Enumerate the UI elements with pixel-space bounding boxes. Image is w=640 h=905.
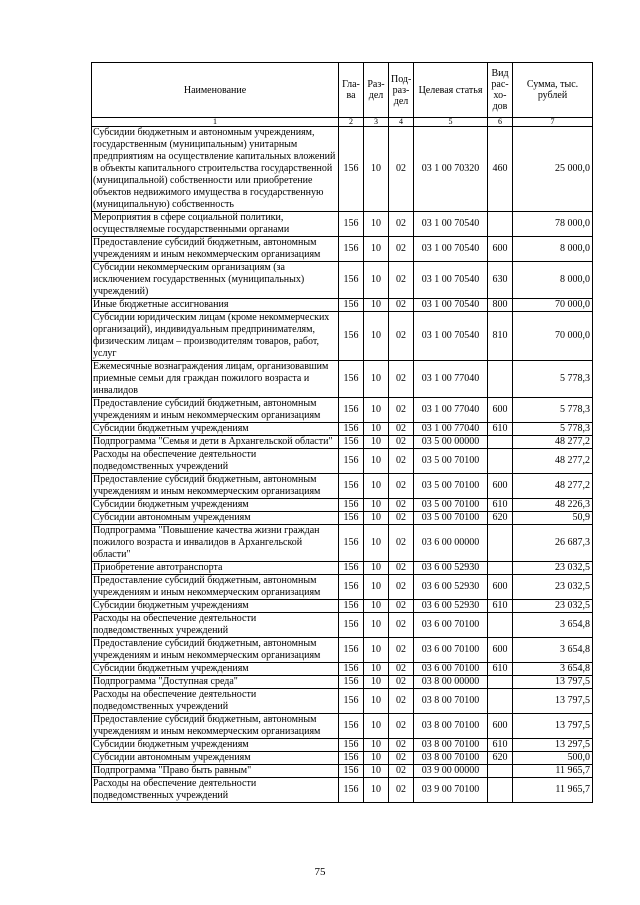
cell-section: 10 xyxy=(364,474,389,499)
cell-name: Расходы на обеспечение деятельности подведомственных учреждений xyxy=(92,778,339,803)
cell-exp-type: 630 xyxy=(488,262,513,299)
table-row xyxy=(92,752,593,765)
cell-target: 03 8 00 70100 xyxy=(414,739,488,752)
cell-subsection: 02 xyxy=(389,262,414,299)
cell-target: 03 9 00 00000 xyxy=(414,765,488,778)
header-subsection: Под-раз-дел xyxy=(389,63,414,118)
column-number: 1 xyxy=(92,118,339,127)
cell-section: 10 xyxy=(364,237,389,262)
table-row xyxy=(92,212,593,237)
cell-exp-type xyxy=(488,562,513,575)
cell-target: 03 9 00 70100 xyxy=(414,778,488,803)
cell-target: 03 6 00 70100 xyxy=(414,638,488,663)
cell-section: 10 xyxy=(364,752,389,765)
cell-section: 10 xyxy=(364,714,389,739)
cell-name: Субсидии бюджетным учреждениям xyxy=(92,739,339,752)
cell-chapter: 156 xyxy=(339,575,364,600)
cell-section: 10 xyxy=(364,299,389,312)
cell-sum: 23 032,5 xyxy=(513,575,593,600)
cell-section: 10 xyxy=(364,600,389,613)
cell-subsection: 02 xyxy=(389,449,414,474)
cell-subsection: 02 xyxy=(389,663,414,676)
cell-subsection: 02 xyxy=(389,361,414,398)
cell-exp-type: 600 xyxy=(488,575,513,600)
cell-subsection: 02 xyxy=(389,752,414,765)
cell-sum: 48 277,2 xyxy=(513,474,593,499)
header-row xyxy=(92,63,593,118)
cell-name: Приобретение автотранспорта xyxy=(92,562,339,575)
cell-name: Расходы на обеспечение деятельности подведомственных учреждений xyxy=(92,613,339,638)
cell-section: 10 xyxy=(364,613,389,638)
cell-sum: 70 000,0 xyxy=(513,299,593,312)
cell-chapter: 156 xyxy=(339,752,364,765)
cell-exp-type: 620 xyxy=(488,752,513,765)
cell-sum: 70 000,0 xyxy=(513,312,593,361)
cell-target: 03 5 00 70100 xyxy=(414,449,488,474)
cell-chapter: 156 xyxy=(339,663,364,676)
cell-target: 03 8 00 00000 xyxy=(414,676,488,689)
cell-sum: 13 797,5 xyxy=(513,676,593,689)
cell-name: Подпрограмма "Доступная среда" xyxy=(92,676,339,689)
cell-exp-type xyxy=(488,613,513,638)
cell-exp-type xyxy=(488,689,513,714)
cell-name: Предоставление субсидий бюджетным, автономным учреждениям и иным некоммерческим организациям xyxy=(92,237,339,262)
cell-subsection: 02 xyxy=(389,765,414,778)
cell-target: 03 1 00 77040 xyxy=(414,398,488,423)
table-row xyxy=(92,663,593,676)
cell-target: 03 5 00 70100 xyxy=(414,499,488,512)
cell-exp-type xyxy=(488,525,513,562)
column-number: 3 xyxy=(364,118,389,127)
cell-sum: 48 277,2 xyxy=(513,449,593,474)
cell-section: 10 xyxy=(364,676,389,689)
cell-name: Предоставление субсидий бюджетным, автономным учреждениям и иным некоммерческим организациям xyxy=(92,575,339,600)
cell-chapter: 156 xyxy=(339,299,364,312)
cell-sum: 25 000,0 xyxy=(513,127,593,212)
cell-sum: 500,0 xyxy=(513,752,593,765)
cell-sum: 8 000,0 xyxy=(513,262,593,299)
cell-section: 10 xyxy=(364,778,389,803)
cell-subsection: 02 xyxy=(389,689,414,714)
cell-name: Субсидии юридическим лицам (кроме некоммерческих организаций), индивидуальным предпринимателям, физическим лицам – производителям товаров, работ, услуг xyxy=(92,312,339,361)
cell-name: Предоставление субсидий бюджетным, автономным учреждениям и иным некоммерческим организациям xyxy=(92,714,339,739)
cell-sum: 5 778,3 xyxy=(513,361,593,398)
cell-chapter: 156 xyxy=(339,525,364,562)
cell-exp-type: 610 xyxy=(488,739,513,752)
cell-name: Субсидии некоммерческим организациям (за исключением государственных (муниципальных) учреждений) xyxy=(92,262,339,299)
cell-section: 10 xyxy=(364,689,389,714)
cell-section: 10 xyxy=(364,739,389,752)
column-number: 4 xyxy=(389,118,414,127)
cell-chapter: 156 xyxy=(339,778,364,803)
table-row xyxy=(92,512,593,525)
cell-name: Субсидии бюджетным учреждениям xyxy=(92,499,339,512)
cell-chapter: 156 xyxy=(339,312,364,361)
cell-subsection: 02 xyxy=(389,312,414,361)
cell-sum: 78 000,0 xyxy=(513,212,593,237)
cell-chapter: 156 xyxy=(339,449,364,474)
cell-target: 03 5 00 00000 xyxy=(414,436,488,449)
cell-exp-type xyxy=(488,778,513,803)
cell-chapter: 156 xyxy=(339,237,364,262)
cell-exp-type: 600 xyxy=(488,638,513,663)
cell-name: Расходы на обеспечение деятельности подведомственных учреждений xyxy=(92,449,339,474)
cell-exp-type xyxy=(488,361,513,398)
cell-chapter: 156 xyxy=(339,676,364,689)
cell-exp-type xyxy=(488,212,513,237)
cell-chapter: 156 xyxy=(339,499,364,512)
cell-sum: 13 297,5 xyxy=(513,739,593,752)
cell-target: 03 1 00 77040 xyxy=(414,361,488,398)
table-row xyxy=(92,262,593,299)
cell-chapter: 156 xyxy=(339,638,364,663)
cell-sum: 23 032,5 xyxy=(513,562,593,575)
cell-name: Субсидии бюджетным учреждениям xyxy=(92,600,339,613)
cell-name: Подпрограмма "Семья и дети в Архангельской области" xyxy=(92,436,339,449)
cell-exp-type: 600 xyxy=(488,237,513,262)
cell-exp-type: 610 xyxy=(488,423,513,436)
cell-section: 10 xyxy=(364,212,389,237)
cell-section: 10 xyxy=(364,765,389,778)
cell-section: 10 xyxy=(364,663,389,676)
column-number: 7 xyxy=(513,118,593,127)
cell-sum: 8 000,0 xyxy=(513,237,593,262)
cell-subsection: 02 xyxy=(389,562,414,575)
cell-sum: 5 778,3 xyxy=(513,398,593,423)
cell-subsection: 02 xyxy=(389,436,414,449)
cell-target: 03 5 00 70100 xyxy=(414,512,488,525)
cell-section: 10 xyxy=(364,638,389,663)
cell-chapter: 156 xyxy=(339,361,364,398)
header-exp-type: Вид рас-хо-дов xyxy=(488,63,513,118)
cell-subsection: 02 xyxy=(389,575,414,600)
cell-subsection: 02 xyxy=(389,525,414,562)
cell-name: Иные бюджетные ассигнования xyxy=(92,299,339,312)
cell-target: 03 1 00 70540 xyxy=(414,262,488,299)
cell-chapter: 156 xyxy=(339,562,364,575)
cell-exp-type: 800 xyxy=(488,299,513,312)
cell-exp-type: 620 xyxy=(488,512,513,525)
cell-sum: 13 797,5 xyxy=(513,689,593,714)
table-row xyxy=(92,562,593,575)
table-row xyxy=(92,299,593,312)
cell-exp-type xyxy=(488,449,513,474)
budget-table xyxy=(91,62,593,803)
table-row xyxy=(92,361,593,398)
table-body xyxy=(92,127,593,803)
cell-name: Подпрограмма "Право быть равным" xyxy=(92,765,339,778)
cell-name: Субсидии бюджетным и автономным учреждениям, государственным (муниципальным) унитарным предприятиям на осуществление капитальных вложений в объекты капитального строительства государственной (муниципальной) собственности или приобретение объектов недвижимого имущества в государственную (муниципальную) собственность xyxy=(92,127,339,212)
header-sum: Сумма, тыс. рублей xyxy=(513,63,593,118)
cell-subsection: 02 xyxy=(389,638,414,663)
cell-target: 03 6 00 52930 xyxy=(414,600,488,613)
cell-name: Предоставление субсидий бюджетным, автономным учреждениям и иным некоммерческим организациям xyxy=(92,398,339,423)
cell-exp-type: 600 xyxy=(488,398,513,423)
cell-exp-type xyxy=(488,676,513,689)
cell-chapter: 156 xyxy=(339,613,364,638)
cell-exp-type: 600 xyxy=(488,474,513,499)
table-row xyxy=(92,423,593,436)
table-row xyxy=(92,765,593,778)
cell-name: Предоставление субсидий бюджетным, автономным учреждениям и иным некоммерческим организациям xyxy=(92,638,339,663)
cell-sum: 26 687,3 xyxy=(513,525,593,562)
cell-section: 10 xyxy=(364,449,389,474)
cell-subsection: 02 xyxy=(389,739,414,752)
column-number: 5 xyxy=(414,118,488,127)
cell-exp-type: 610 xyxy=(488,600,513,613)
cell-target: 03 1 00 70320 xyxy=(414,127,488,212)
column-number-row xyxy=(92,118,593,127)
cell-sum: 23 032,5 xyxy=(513,600,593,613)
column-number: 6 xyxy=(488,118,513,127)
cell-chapter: 156 xyxy=(339,474,364,499)
cell-sum: 13 797,5 xyxy=(513,714,593,739)
cell-subsection: 02 xyxy=(389,714,414,739)
table-row xyxy=(92,312,593,361)
page-number: 75 xyxy=(314,866,326,878)
cell-target: 03 1 00 70540 xyxy=(414,237,488,262)
header-target: Целевая статья xyxy=(414,63,488,118)
table-row xyxy=(92,600,593,613)
cell-section: 10 xyxy=(364,512,389,525)
table-row xyxy=(92,525,593,562)
table-row xyxy=(92,778,593,803)
header-chapter: Гла-ва xyxy=(339,63,364,118)
cell-chapter: 156 xyxy=(339,600,364,613)
cell-subsection: 02 xyxy=(389,423,414,436)
cell-sum: 50,9 xyxy=(513,512,593,525)
cell-subsection: 02 xyxy=(389,600,414,613)
cell-target: 03 8 00 70100 xyxy=(414,689,488,714)
cell-target: 03 1 00 70540 xyxy=(414,299,488,312)
cell-exp-type: 460 xyxy=(488,127,513,212)
cell-sum: 5 778,3 xyxy=(513,423,593,436)
cell-section: 10 xyxy=(364,562,389,575)
header-name: Наименование xyxy=(92,63,339,118)
table-row xyxy=(92,449,593,474)
cell-sum: 3 654,8 xyxy=(513,613,593,638)
column-number: 2 xyxy=(339,118,364,127)
cell-subsection: 02 xyxy=(389,613,414,638)
cell-chapter: 156 xyxy=(339,689,364,714)
cell-chapter: 156 xyxy=(339,423,364,436)
table-row xyxy=(92,689,593,714)
cell-section: 10 xyxy=(364,262,389,299)
cell-target: 03 5 00 70100 xyxy=(414,474,488,499)
table-row xyxy=(92,436,593,449)
cell-subsection: 02 xyxy=(389,778,414,803)
cell-exp-type: 610 xyxy=(488,499,513,512)
table-row xyxy=(92,739,593,752)
cell-target: 03 6 00 52930 xyxy=(414,562,488,575)
cell-target: 03 6 00 70100 xyxy=(414,663,488,676)
cell-section: 10 xyxy=(364,398,389,423)
cell-name: Предоставление субсидий бюджетным, автономным учреждениям и иным некоммерческим организациям xyxy=(92,474,339,499)
table-row xyxy=(92,613,593,638)
cell-name: Субсидии автономным учреждениям xyxy=(92,512,339,525)
cell-section: 10 xyxy=(364,312,389,361)
cell-section: 10 xyxy=(364,436,389,449)
cell-exp-type: 610 xyxy=(488,663,513,676)
cell-target: 03 8 00 70100 xyxy=(414,714,488,739)
cell-chapter: 156 xyxy=(339,398,364,423)
cell-chapter: 156 xyxy=(339,765,364,778)
table-row xyxy=(92,714,593,739)
table-row xyxy=(92,499,593,512)
cell-name: Субсидии бюджетным учреждениям xyxy=(92,423,339,436)
table-row xyxy=(92,575,593,600)
cell-sum: 48 277,2 xyxy=(513,436,593,449)
cell-subsection: 02 xyxy=(389,398,414,423)
cell-section: 10 xyxy=(364,423,389,436)
table-row xyxy=(92,676,593,689)
cell-exp-type xyxy=(488,765,513,778)
cell-sum: 11 965,7 xyxy=(513,765,593,778)
cell-target: 03 1 00 70540 xyxy=(414,312,488,361)
cell-target: 03 6 00 70100 xyxy=(414,613,488,638)
cell-chapter: 156 xyxy=(339,127,364,212)
cell-subsection: 02 xyxy=(389,512,414,525)
cell-chapter: 156 xyxy=(339,512,364,525)
cell-sum: 11 965,7 xyxy=(513,778,593,803)
cell-chapter: 156 xyxy=(339,212,364,237)
cell-section: 10 xyxy=(364,127,389,212)
table-row xyxy=(92,127,593,212)
cell-subsection: 02 xyxy=(389,499,414,512)
cell-section: 10 xyxy=(364,575,389,600)
cell-section: 10 xyxy=(364,499,389,512)
cell-section: 10 xyxy=(364,361,389,398)
cell-exp-type: 600 xyxy=(488,714,513,739)
cell-subsection: 02 xyxy=(389,127,414,212)
table-row xyxy=(92,474,593,499)
cell-target: 03 1 00 77040 xyxy=(414,423,488,436)
cell-chapter: 156 xyxy=(339,714,364,739)
table-row xyxy=(92,638,593,663)
cell-exp-type: 810 xyxy=(488,312,513,361)
cell-chapter: 156 xyxy=(339,436,364,449)
cell-target: 03 1 00 70540 xyxy=(414,212,488,237)
cell-chapter: 156 xyxy=(339,262,364,299)
cell-target: 03 6 00 52930 xyxy=(414,575,488,600)
table-row xyxy=(92,398,593,423)
cell-target: 03 8 00 70100 xyxy=(414,752,488,765)
cell-exp-type xyxy=(488,436,513,449)
cell-name: Субсидии бюджетным учреждениям xyxy=(92,663,339,676)
header-section: Раз-дел xyxy=(364,63,389,118)
cell-subsection: 02 xyxy=(389,474,414,499)
table-row xyxy=(92,237,593,262)
cell-name: Субсидии автономным учреждениям xyxy=(92,752,339,765)
cell-name: Подпрограмма "Повышение качества жизни граждан пожилого возраста и инвалидов в Архангельской области" xyxy=(92,525,339,562)
cell-name: Ежемесячные вознаграждения лицам, организовавшим приемные семьи для граждан пожилого возраста и инвалидов xyxy=(92,361,339,398)
cell-section: 10 xyxy=(364,525,389,562)
cell-name: Расходы на обеспечение деятельности подведомственных учреждений xyxy=(92,689,339,714)
cell-sum: 3 654,8 xyxy=(513,638,593,663)
cell-subsection: 02 xyxy=(389,212,414,237)
cell-name: Мероприятия в сфере социальной политики, осуществляемые государственными органами xyxy=(92,212,339,237)
cell-sum: 3 654,8 xyxy=(513,663,593,676)
cell-chapter: 156 xyxy=(339,739,364,752)
cell-subsection: 02 xyxy=(389,676,414,689)
cell-target: 03 6 00 00000 xyxy=(414,525,488,562)
cell-sum: 48 226,3 xyxy=(513,499,593,512)
cell-subsection: 02 xyxy=(389,299,414,312)
cell-subsection: 02 xyxy=(389,237,414,262)
